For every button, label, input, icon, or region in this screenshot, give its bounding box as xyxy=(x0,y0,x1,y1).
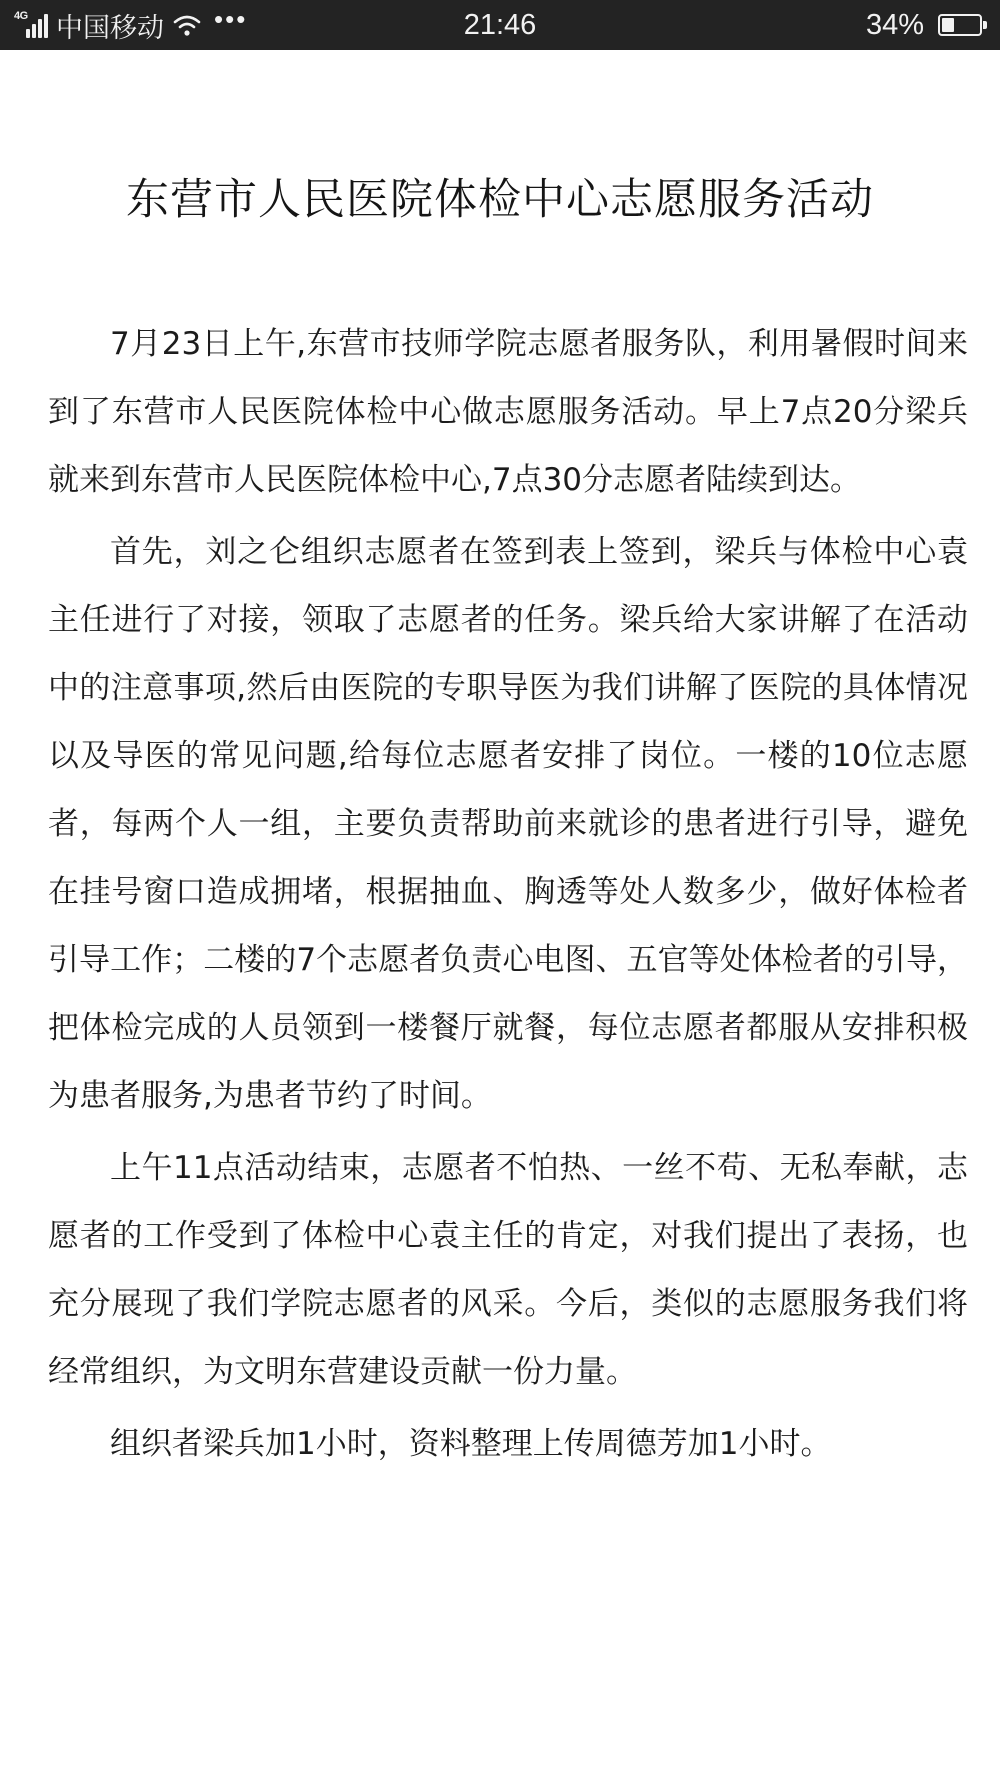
more-icon: ••• xyxy=(214,3,248,34)
clock: 21:46 xyxy=(463,9,537,41)
article-paragraph: 组织者梁兵加1小时，资料整理上传周德芳加1小时。 xyxy=(110,1426,832,1462)
article-paragraph: 7月23日上午,东营市技师学院志愿者服务队，利用暑假时间来到了东营市人民医院体检中心做志愿服务活动。早上7点20分梁兵就来到东营市人民医院体检中心,7点30分志愿者陆续到达。 xyxy=(48,326,968,498)
status-bar-right xyxy=(866,0,982,50)
article-paragraph: 首先，刘之仑组织志愿者在签到表上签到，梁兵与体检中心袁主任进行了对接，领取了志愿者的任务。梁兵给大家讲解了在活动中的注意事项,然后由医院的专职导医为我们讲解了医院的具体情况以及导医的常见问题,给每位志愿者安排了岗位。一楼的10位志愿者，每两个人一组，主要负责帮助前来就诊的患者进行引导，避免在挂号窗口造成拥堵，根据抽血、胸透等处人数多少，做好体检者引导工作；二楼的7个志愿者负责心电图、五官等处体检者的引导，把体检完成的人员领到一楼餐厅就餐，每位志愿者都服从安排积极为患者服务,为患者节约了时间。 xyxy=(48,534,968,1114)
battery-percent: 34% xyxy=(865,8,924,41)
article-body xyxy=(48,310,968,1478)
network-type: 4G xyxy=(14,10,28,22)
battery-icon xyxy=(938,14,982,36)
status-bar xyxy=(0,0,1000,50)
article-paragraph: 上午11点活动结束，志愿者不怕热、一丝不苟、无私奉献，志愿者的工作受到了体检中心袁主任的肯定，对我们提出了表扬，也充分展现了我们学院志愿者的风采。今后，类似的志愿服务我们将经常组织，为文明东营建设贡献一份力量。 xyxy=(48,1150,968,1390)
battery-fill xyxy=(942,18,954,32)
article-title: 东营市人民医院体检中心志愿服务活动 xyxy=(126,175,874,225)
carrier-name: 中国移动 xyxy=(56,12,164,43)
